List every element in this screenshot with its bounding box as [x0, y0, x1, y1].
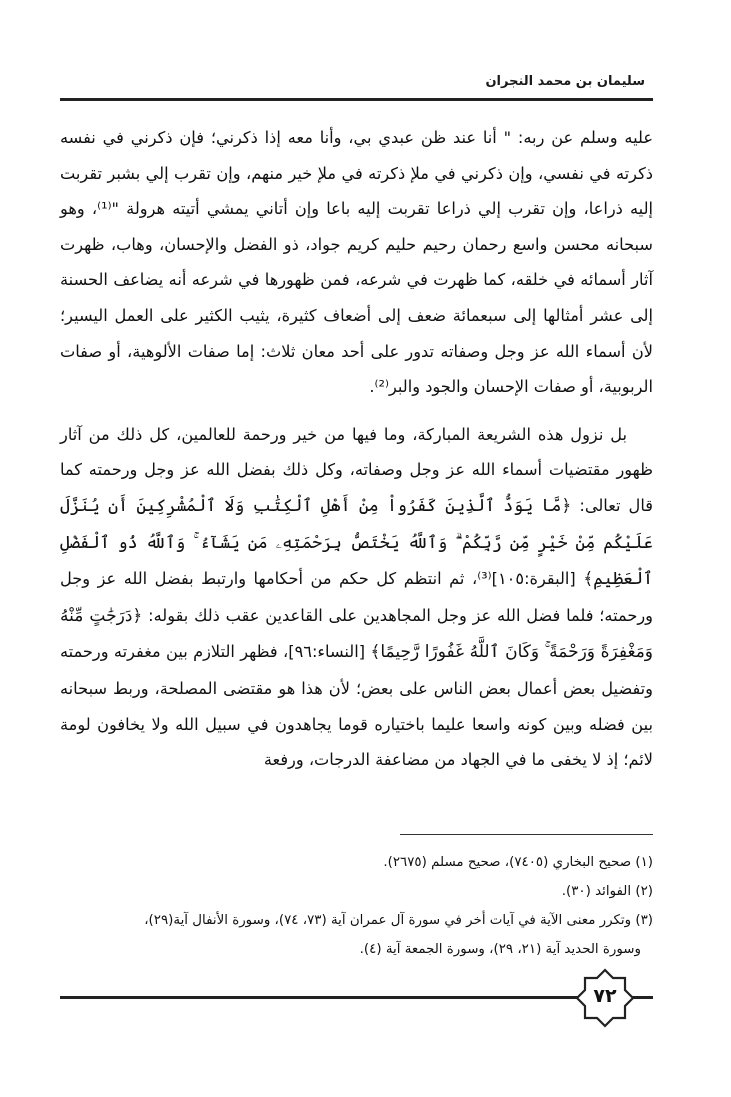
paragraph-2-end: ، فظهر التلازم بين مغفرته ورحمته وتفضيل بعض أعمال بعض الناس على بعض؛ لأن هذا هو مقتضى المصلحة، وربط سبحانه بين فضله وبين كونه واسعا عليما باختياره قوما يجاهدون في سبيل الله ولا يخافون لومة لائم؛ إذ لا يخفى ما في الجهاد من مضاعفة الدرجات، ورفعة	[60, 642, 653, 770]
footnote-2: (٢) الفوائد (٣٠).	[561, 884, 653, 899]
paragraph-2-intro: بل نزول هذه الشريعة المباركة، وما فيها من خير ورحمة للعالمين، كل ذلك من آثار ظهور مقتضيات أسماء الله عز وجل وصفاته، وكل ذلك بفضل الله عز وجل ورحمته كما قال تعالى:	[60, 424, 653, 515]
page-number: ٧٢	[593, 985, 617, 1007]
main-text	[60, 120, 653, 778]
footnote-3-continued: وسورة الحديد آية (٢١، ٢٩)، وسورة الجمعة آية (٤).	[359, 942, 641, 957]
verse-reference-baqarah: [البقرة:١٠٥]⁽³⁾	[477, 569, 584, 589]
verse-reference-nisa: [النساء:٩٦]	[288, 642, 371, 662]
footer-rule	[60, 996, 653, 999]
paragraph-2	[60, 417, 653, 778]
paragraph-2-middle: ، ثم انتظم كل حكم من أحكامها وارتبط بفضل الله عز وجل ورحمته؛ فلما فضل الله عز وجل المجاهدين على القاعدين عقب ذلك بقوله:	[60, 569, 653, 625]
running-head-author: سليمان بن محمد النجران	[485, 74, 645, 89]
quran-verse-nisa: ﴿دَرَجَٰتٍ مِّنْهُ وَمَغْفِرَةً وَرَحْمَةً ۚ وَكَانَ ٱللَّهُ غَفُورًا رَّحِيمًا﴾	[60, 605, 654, 663]
footnote-separator	[400, 834, 653, 835]
header-rule	[60, 98, 653, 101]
quran-verse-baqarah: ﴿مَّا يَوَدُّ ٱلَّذِينَ كَفَرُواْ مِنْ أَهْلِ ٱلْكِتَٰبِ وَلَا ٱلْمُشْرِكِينَ أَن يُنَزَّلَ عَلَيْكُم مِّنْ خَيْرٍ مِّن رَّبِّكُمْ ۗ وَٱللَّهُ يَخْتَصُّ بِرَحْمَتِهِۦ مَن يَشَآءُ ۚ وَٱللَّهُ ذُو ٱلْفَضْلِ ٱلْعَظِيمِ﴾	[60, 495, 653, 590]
footnote-1: (١) صحيح البخاري (٧٤٠٥)، صحيح مسلم (٢٦٧٥).	[383, 855, 653, 870]
footnotes	[60, 848, 653, 964]
footnote-3: (٣) وتكرر معنى الآية في آيات أخر في سورة آل عمران آية (٧٣، ٧٤)، وسورة الأنفال آية(٢٩)،	[144, 913, 653, 928]
paragraph-1: عليه وسلم عن ربه: " أنا عند ظن عبدي بي، وأنا معه إذا ذكرني؛ فإن ذكرني في نفسه ذكرته في نفسي، وإن ذكرني في ملإ ذكرته في ملإ خير منهم، وإن تقرب إلي بشبر تقربت إليه ذراعا، وإن تقرب إلي ذراعا تقربت إليه باعا وإن أتاني يمشي أتيته هرولة "⁽¹⁾، وهو سبحانه محسن واسع رحمان رحيم حليم كريم جواد، ذو الفضل والإحسان، وهاب، ظهرت آثار أسمائه في خلقه، كما ظهرت في شرعه، فمن ظهورها في شرعه أنه يضاعف الحسنة إلى عشر أمثالها إلى سبعمائة ضعف إلى أضعاف كثيرة، يثيب الكثير على العمل اليسير؛ لأن أسماء الله عز وجل وصفاته تدور على أحد معان ثلاث: إما صفات الألوهية، أو صفات الربوبية، أو صفات الإحسان والجود والبر⁽²⁾.	[60, 128, 653, 397]
